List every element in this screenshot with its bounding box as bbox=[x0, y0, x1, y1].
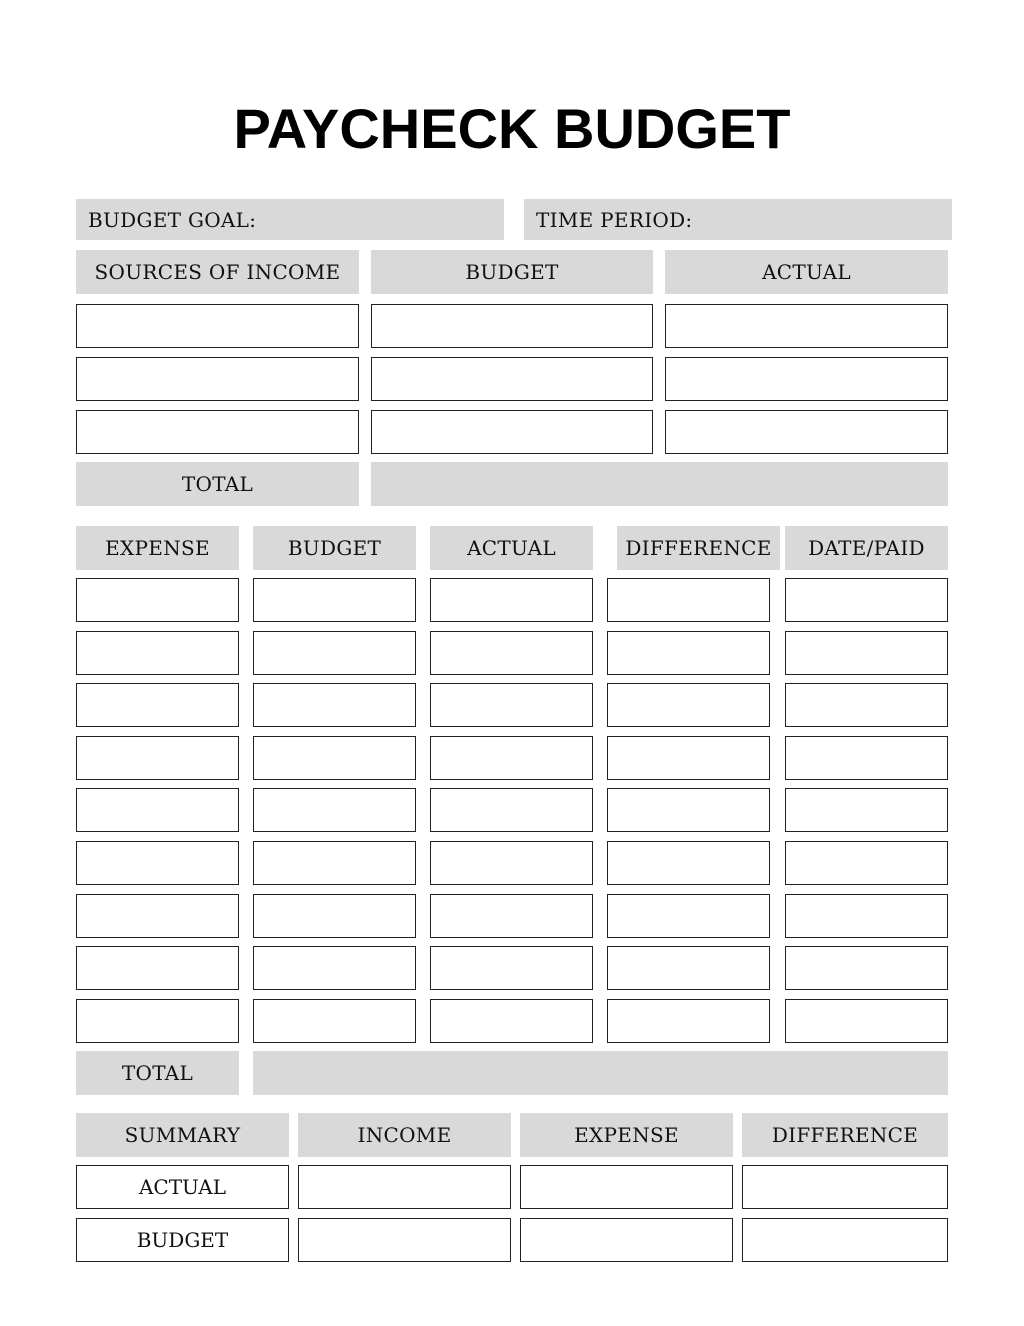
expense-cell-r2-c4[interactable] bbox=[785, 683, 948, 727]
budget-goal-field[interactable] bbox=[76, 199, 504, 240]
expense-cell-r7-c4[interactable] bbox=[785, 946, 948, 990]
income-cell-r2-c0[interactable] bbox=[76, 410, 359, 454]
expense-cell-r1-c4[interactable] bbox=[785, 631, 948, 675]
summary-header-1-text: INCOME bbox=[357, 1123, 452, 1147]
summary-row-label-1 bbox=[76, 1218, 289, 1262]
summary-cell-r0-c2[interactable] bbox=[520, 1165, 733, 1209]
summary-cell-r0-c1[interactable] bbox=[298, 1165, 511, 1209]
time-period-label: TIME PERIOD: bbox=[536, 207, 693, 232]
expense-cell-r8-c3[interactable] bbox=[607, 999, 770, 1043]
income-header-2-text: ACTUAL bbox=[762, 260, 851, 284]
expense-cell-r2-c1[interactable] bbox=[253, 683, 416, 727]
summary-row-label-1-text: BUDGET bbox=[136, 1228, 229, 1252]
income-total-value[interactable] bbox=[371, 462, 948, 506]
expense-cell-r1-c3[interactable] bbox=[607, 631, 770, 675]
income-cell-r0-c0[interactable] bbox=[76, 304, 359, 348]
income-total-label-text: TOTAL bbox=[181, 472, 254, 496]
expense-cell-r3-c3[interactable] bbox=[607, 736, 770, 780]
expense-cell-r0-c2[interactable] bbox=[430, 578, 593, 622]
expense-cell-r6-c1[interactable] bbox=[253, 894, 416, 938]
expense-cell-r4-c2[interactable] bbox=[430, 788, 593, 832]
expense-cell-r2-c3[interactable] bbox=[607, 683, 770, 727]
summary-header-0-text: SUMMARY bbox=[124, 1123, 241, 1147]
income-header-0-text: SOURCES OF INCOME bbox=[94, 260, 341, 284]
income-cell-r1-c1[interactable] bbox=[371, 357, 653, 401]
expense-cell-r7-c1[interactable] bbox=[253, 946, 416, 990]
expense-cell-r6-c4[interactable] bbox=[785, 894, 948, 938]
income-header-2 bbox=[665, 250, 948, 294]
expense-header-2 bbox=[430, 526, 593, 570]
expense-cell-r4-c3[interactable] bbox=[607, 788, 770, 832]
expense-header-1-text: BUDGET bbox=[287, 536, 382, 560]
expense-cell-r4-c0[interactable] bbox=[76, 788, 239, 832]
income-total-label bbox=[76, 462, 359, 506]
income-cell-r0-c1[interactable] bbox=[371, 304, 653, 348]
income-cell-r1-c0[interactable] bbox=[76, 357, 359, 401]
expense-header-2-text: ACTUAL bbox=[467, 536, 556, 560]
expense-cell-r5-c0[interactable] bbox=[76, 841, 239, 885]
expense-header-3-text: DIFFERENCE bbox=[625, 536, 772, 560]
expense-total-value[interactable] bbox=[253, 1051, 948, 1095]
expense-total-label bbox=[76, 1051, 239, 1095]
expense-cell-r3-c1[interactable] bbox=[253, 736, 416, 780]
summary-header-2-text: EXPENSE bbox=[574, 1123, 679, 1147]
summary-row-label-0 bbox=[76, 1165, 289, 1209]
expense-cell-r5-c1[interactable] bbox=[253, 841, 416, 885]
expense-cell-r3-c4[interactable] bbox=[785, 736, 948, 780]
expense-cell-r6-c0[interactable] bbox=[76, 894, 239, 938]
income-cell-r1-c2[interactable] bbox=[665, 357, 948, 401]
income-cell-r2-c2[interactable] bbox=[665, 410, 948, 454]
summary-header-3-text: DIFFERENCE bbox=[771, 1123, 919, 1147]
expense-cell-r8-c1[interactable] bbox=[253, 999, 416, 1043]
budget-goal-label: BUDGET GOAL: bbox=[88, 207, 257, 232]
page-title: PAYCHECK BUDGET bbox=[233, 97, 791, 160]
expense-header-1 bbox=[253, 526, 416, 570]
summary-row-label-0-text: ACTUAL bbox=[138, 1175, 227, 1199]
summary-header-2 bbox=[520, 1113, 733, 1157]
expense-header-3 bbox=[617, 526, 780, 570]
expense-header-0 bbox=[76, 526, 239, 570]
time-period-field[interactable] bbox=[524, 199, 952, 240]
expense-cell-r8-c4[interactable] bbox=[785, 999, 948, 1043]
summary-cell-r0-c3[interactable] bbox=[742, 1165, 948, 1209]
summary-cell-r1-c3[interactable] bbox=[742, 1218, 948, 1262]
summary-cell-r1-c2[interactable] bbox=[520, 1218, 733, 1262]
expense-cell-r0-c3[interactable] bbox=[607, 578, 770, 622]
expense-cell-r2-c0[interactable] bbox=[76, 683, 239, 727]
expense-cell-r3-c2[interactable] bbox=[430, 736, 593, 780]
expense-cell-r4-c4[interactable] bbox=[785, 788, 948, 832]
expense-cell-r3-c0[interactable] bbox=[76, 736, 239, 780]
expense-cell-r7-c2[interactable] bbox=[430, 946, 593, 990]
income-cell-r2-c1[interactable] bbox=[371, 410, 653, 454]
income-header-0 bbox=[76, 250, 359, 294]
expense-cell-r4-c1[interactable] bbox=[253, 788, 416, 832]
expense-total-label-text: TOTAL bbox=[121, 1061, 194, 1085]
expense-cell-r8-c0[interactable] bbox=[76, 999, 239, 1043]
expense-header-4-text: DATE/PAID bbox=[808, 536, 925, 560]
summary-header-0 bbox=[76, 1113, 289, 1157]
summary-cell-r1-c1[interactable] bbox=[298, 1218, 511, 1262]
expense-cell-r0-c1[interactable] bbox=[253, 578, 416, 622]
expense-cell-r1-c1[interactable] bbox=[253, 631, 416, 675]
expense-header-0-text: EXPENSE bbox=[105, 536, 210, 560]
income-header-1-text: BUDGET bbox=[465, 260, 559, 284]
summary-header-1 bbox=[298, 1113, 511, 1157]
expense-cell-r7-c0[interactable] bbox=[76, 946, 239, 990]
expense-cell-r0-c4[interactable] bbox=[785, 578, 948, 622]
expense-cell-r1-c2[interactable] bbox=[430, 631, 593, 675]
expense-cell-r5-c3[interactable] bbox=[607, 841, 770, 885]
income-header-1 bbox=[371, 250, 653, 294]
expense-cell-r8-c2[interactable] bbox=[430, 999, 593, 1043]
summary-header-3 bbox=[742, 1113, 948, 1157]
income-cell-r0-c2[interactable] bbox=[665, 304, 948, 348]
expense-cell-r6-c2[interactable] bbox=[430, 894, 593, 938]
expense-cell-r5-c4[interactable] bbox=[785, 841, 948, 885]
expense-cell-r6-c3[interactable] bbox=[607, 894, 770, 938]
expense-cell-r0-c0[interactable] bbox=[76, 578, 239, 622]
expense-cell-r7-c3[interactable] bbox=[607, 946, 770, 990]
expense-cell-r2-c2[interactable] bbox=[430, 683, 593, 727]
expense-cell-r1-c0[interactable] bbox=[76, 631, 239, 675]
expense-header-4 bbox=[785, 526, 948, 570]
expense-cell-r5-c2[interactable] bbox=[430, 841, 593, 885]
